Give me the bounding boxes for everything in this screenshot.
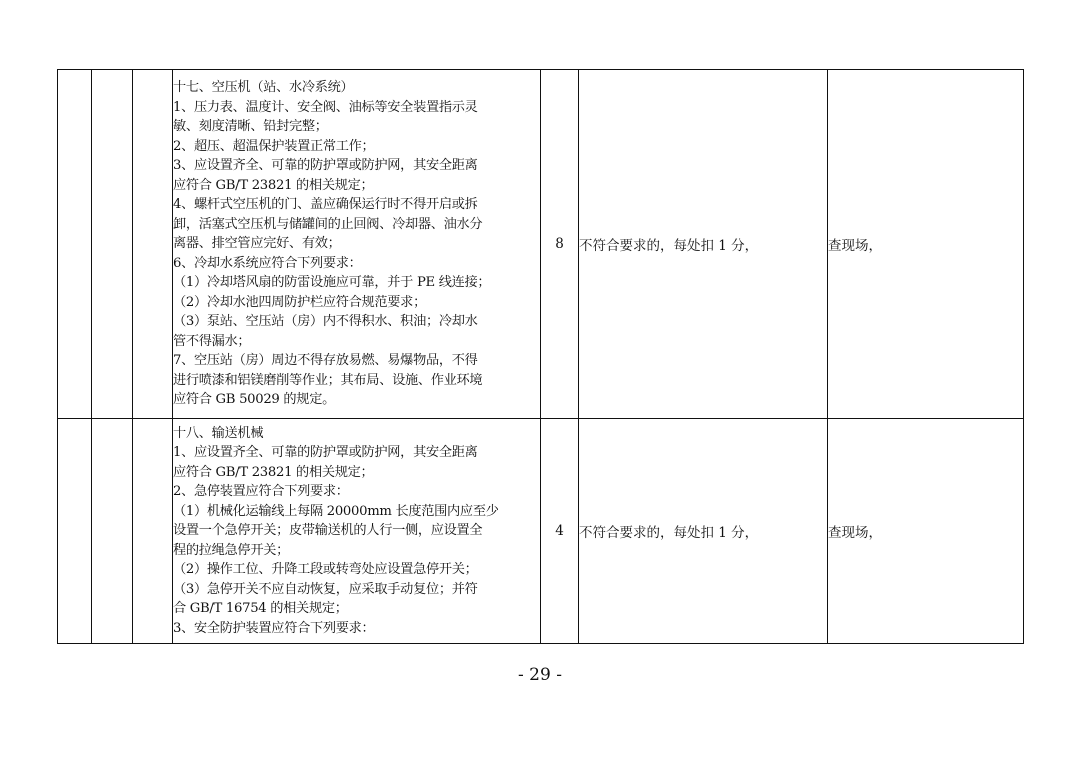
requirement-line: 3、应设置齐全、可靠的防护罩或防护网，其安全距离 [173, 158, 478, 174]
requirement-line: 设置一个急停开关；皮带输送机的人行一侧，应设置全 [173, 523, 483, 539]
requirement-line: （1）冷却塔风扇的防雷设施应可靠，并于 PE 线连接； [173, 275, 491, 291]
category-cell [58, 70, 92, 419]
requirement-line: 3、安全防护装置应符合下列要求： [173, 620, 375, 636]
requirement-line: 十七、空压机（站、水冷系统） [173, 80, 354, 96]
requirement-line: （2）操作工位、升降工段或转弯处应设置急停开关； [173, 562, 478, 578]
requirement-cell [173, 70, 541, 419]
requirement-line: 离器、排空管应完好、有效； [173, 236, 341, 252]
deduction-rule-cell: 不符合要求的，每处扣 1 分， [579, 70, 828, 419]
item-cell [92, 419, 133, 644]
check-method-cell: 查现场， [828, 419, 1024, 644]
table-row [58, 419, 1024, 644]
sub-item-cell [133, 419, 173, 644]
deduction-rule-cell: 不符合要求的，每处扣 1 分， [579, 419, 828, 644]
sub-item-cell [133, 70, 173, 419]
requirement-line: 7、空压站（房）周边不得存放易燃、易爆物品，不得 [173, 353, 478, 369]
requirement-line: 2、超压、超温保护装置正常工作； [173, 138, 375, 154]
requirement-line: （3）急停开关不应自动恢复，应采取手动复位；并符 [173, 581, 478, 597]
item-cell [92, 70, 133, 419]
requirement-line: 1、应设置齐全、可靠的防护罩或防护网，其安全距离 [173, 445, 478, 461]
requirement-line: 1、压力表、温度计、安全阀、油标等安全装置指示灵 [173, 99, 478, 115]
requirement-cell [173, 419, 541, 644]
requirement-line: 卸，活塞式空压机与储罐间的止回阀、冷却器、油水分 [173, 216, 483, 232]
score-cell: 4 [541, 419, 579, 644]
requirement-line: 6、冷却水系统应符合下列要求： [173, 255, 362, 271]
requirement-line: 2、急停装置应符合下列要求： [173, 484, 349, 500]
category-cell [58, 419, 92, 644]
requirement-line: 程的拉绳急停开关； [173, 542, 289, 558]
requirement-line: 应符合 GB/T 23821 的相关规定； [173, 464, 374, 480]
requirement-line: （1）机械化运输线上每隔 20000mm 长度范围内应至少 [173, 503, 499, 519]
requirement-line: 管不得漏水； [173, 333, 251, 349]
requirement-line: 应符合 GB 50029 的规定。 [173, 392, 335, 408]
requirement-line: （3）泵站、空压站（房）内不得积水、积油；冷却水 [173, 314, 478, 330]
page-number: - 29 - [518, 665, 562, 685]
requirement-line: 应符合 GB/T 23821 的相关规定； [173, 177, 374, 193]
requirement-line: 十八、输送机械 [173, 425, 264, 441]
requirement-line: 合 GB/T 16754 的相关规定； [173, 601, 348, 617]
score-cell: 8 [541, 70, 579, 419]
table-row [58, 70, 1024, 419]
standards-table [57, 69, 1024, 644]
requirement-line: 4、螺杆式空压机的门、盖应确保运行时不得开启或拆 [173, 197, 478, 213]
check-method-cell: 查现场， [828, 70, 1024, 419]
requirement-line: 敏、刻度清晰、铅封完整； [173, 119, 328, 135]
requirement-line: 进行喷漆和铝镁磨削等作业；其布局、设施、作业环境 [173, 372, 483, 388]
requirement-line: （2）冷却水池四周防护栏应符合规范要求； [173, 294, 426, 310]
